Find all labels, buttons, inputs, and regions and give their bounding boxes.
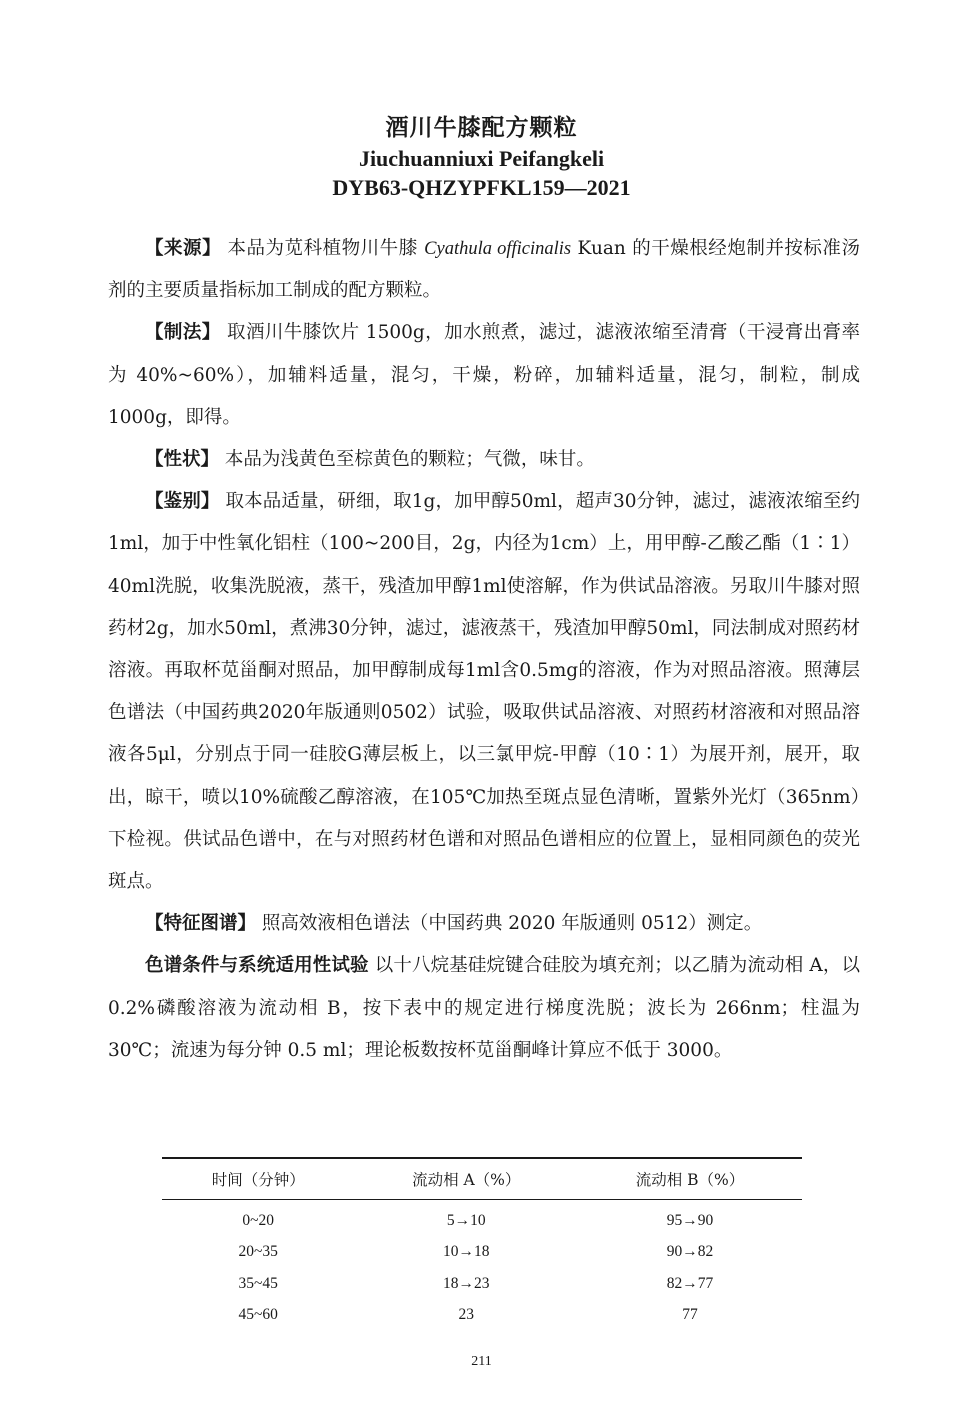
section-source: [108, 228, 860, 312]
table-cell: 45~60: [238, 1306, 278, 1324]
section-method: [108, 312, 860, 439]
section-head: 【鉴别】: [145, 491, 220, 513]
table-header-row: [162, 1158, 802, 1200]
section-conditions: [108, 945, 860, 1072]
table-row: [162, 1200, 802, 1237]
table-row: [162, 1268, 802, 1300]
section-text: 照高效液相色谱法（中国药典 2020 年版通则 0512）测定。: [261, 913, 763, 935]
section-text: 本品为浅黄色至棕黄色的颗粒；气微，味甘。: [224, 449, 595, 471]
section-head: 【制法】: [145, 322, 221, 344]
section-text: 取酒川牛膝饮片 1500g，加水煎煮，滤过，滤液浓缩至清膏（干浸膏出膏率为 40%~60%），加辅料适量，混匀，干燥，粉碎，加辅料适量，混匀，制粒，制成 1000g，即得。: [108, 322, 860, 428]
table-row: [162, 1237, 802, 1269]
section-head: 色谱条件与系统适用性试验: [145, 955, 369, 977]
section-text: 本品为苋科植物川牛膝: [227, 238, 418, 259]
title-block: [0, 112, 963, 202]
standard-code: DYB63-QHZYPFKL159—2021: [332, 175, 631, 200]
section-character: [108, 439, 860, 481]
table-cell: 0~20: [242, 1211, 275, 1229]
title-pinyin: Jiuchuanniuxi Peifangkeli: [358, 146, 605, 171]
table-cell: 90→82: [666, 1243, 714, 1261]
table-cell: 5→10: [446, 1211, 486, 1229]
section-head: 【来源】: [145, 238, 222, 259]
monograph-body: [108, 228, 860, 1072]
section-text: 以十八烷基硅烷键合硅胶为填充剂；以乙腈为流动相 A，以 0.2%磷酸溶液为流动相 B，按下表中的规定进行梯度洗脱；波长为 266nm；柱温为 30℃；流速为每分钟 0.5 ml；理论板数按杯苋甾酮峰计算应不低于 3000。: [108, 955, 860, 1061]
latin-name: Cyathula officinalis: [424, 239, 572, 259]
table-header-cell: 流动相 B（%）: [578, 1158, 802, 1200]
table-row: [162, 1300, 802, 1332]
table-cell: 20~35: [238, 1243, 278, 1261]
gradient-table: [162, 1157, 802, 1331]
section-text: 取本品适量，研细，取1g，加甲醇50ml，超声30分钟，滤过，滤液浓缩至约1ml，加于中性氧化铝柱（100~200目，2g，内径为1cm）上，用甲醇-乙酸乙酯（1∶1）40ml洗脱，收集洗脱液，蒸干，残渣加甲醇1ml使溶解，作为供试品溶液。另取川牛膝对照药材2g，加水50ml，煮沸30分钟，滤过，滤液蒸干，残渣加甲醇50ml，同法制成对照药材溶液。再取杯苋甾酮对照品，加甲醇制成每1ml含0.5mg的溶液，作为对照品溶液。照薄层色谱法（中国药典2020年版通则0502）试验，吸取供试品溶液、对照药材溶液和对照品溶液各5μl，分别点于同一硅胶G薄层板上，以三氯甲烷-甲醇（10∶1）为展开剂，展开，取出，晾干，喷以10%硫酸乙醇溶液，在105℃加热至斑点显色清晰，置紫外光灯（365nm）下检视。供试品色谱中，在与对照药材色谱和对照品色谱相应的位置上，显相同颜色的荧光斑点。: [108, 491, 860, 893]
page-number: 211: [471, 1354, 492, 1369]
section-text: Kuan 的干燥根经炮制并按标准汤剂的主要质量指标加工制成的配方颗粒。: [108, 238, 860, 302]
table-cell: 95→90: [666, 1211, 714, 1229]
table-cell: 82→77: [666, 1274, 714, 1292]
table-cell: 35~45: [238, 1274, 278, 1292]
table-cell: 23: [458, 1306, 474, 1324]
table-cell: 77: [682, 1306, 698, 1324]
section-head: 【特征图谱】: [145, 913, 257, 935]
table-cell: 10→18: [443, 1243, 490, 1261]
section-fingerprint: [108, 903, 860, 945]
table-header-cell: 时间（分钟）: [162, 1158, 354, 1200]
section-identification: [108, 481, 860, 903]
table-cell: 18→23: [443, 1274, 490, 1292]
table-header-cell: 流动相 A（%）: [354, 1158, 578, 1200]
title-chinese: 酒川牛膝配方颗粒: [385, 114, 578, 141]
section-head: 【性状】: [145, 449, 220, 471]
